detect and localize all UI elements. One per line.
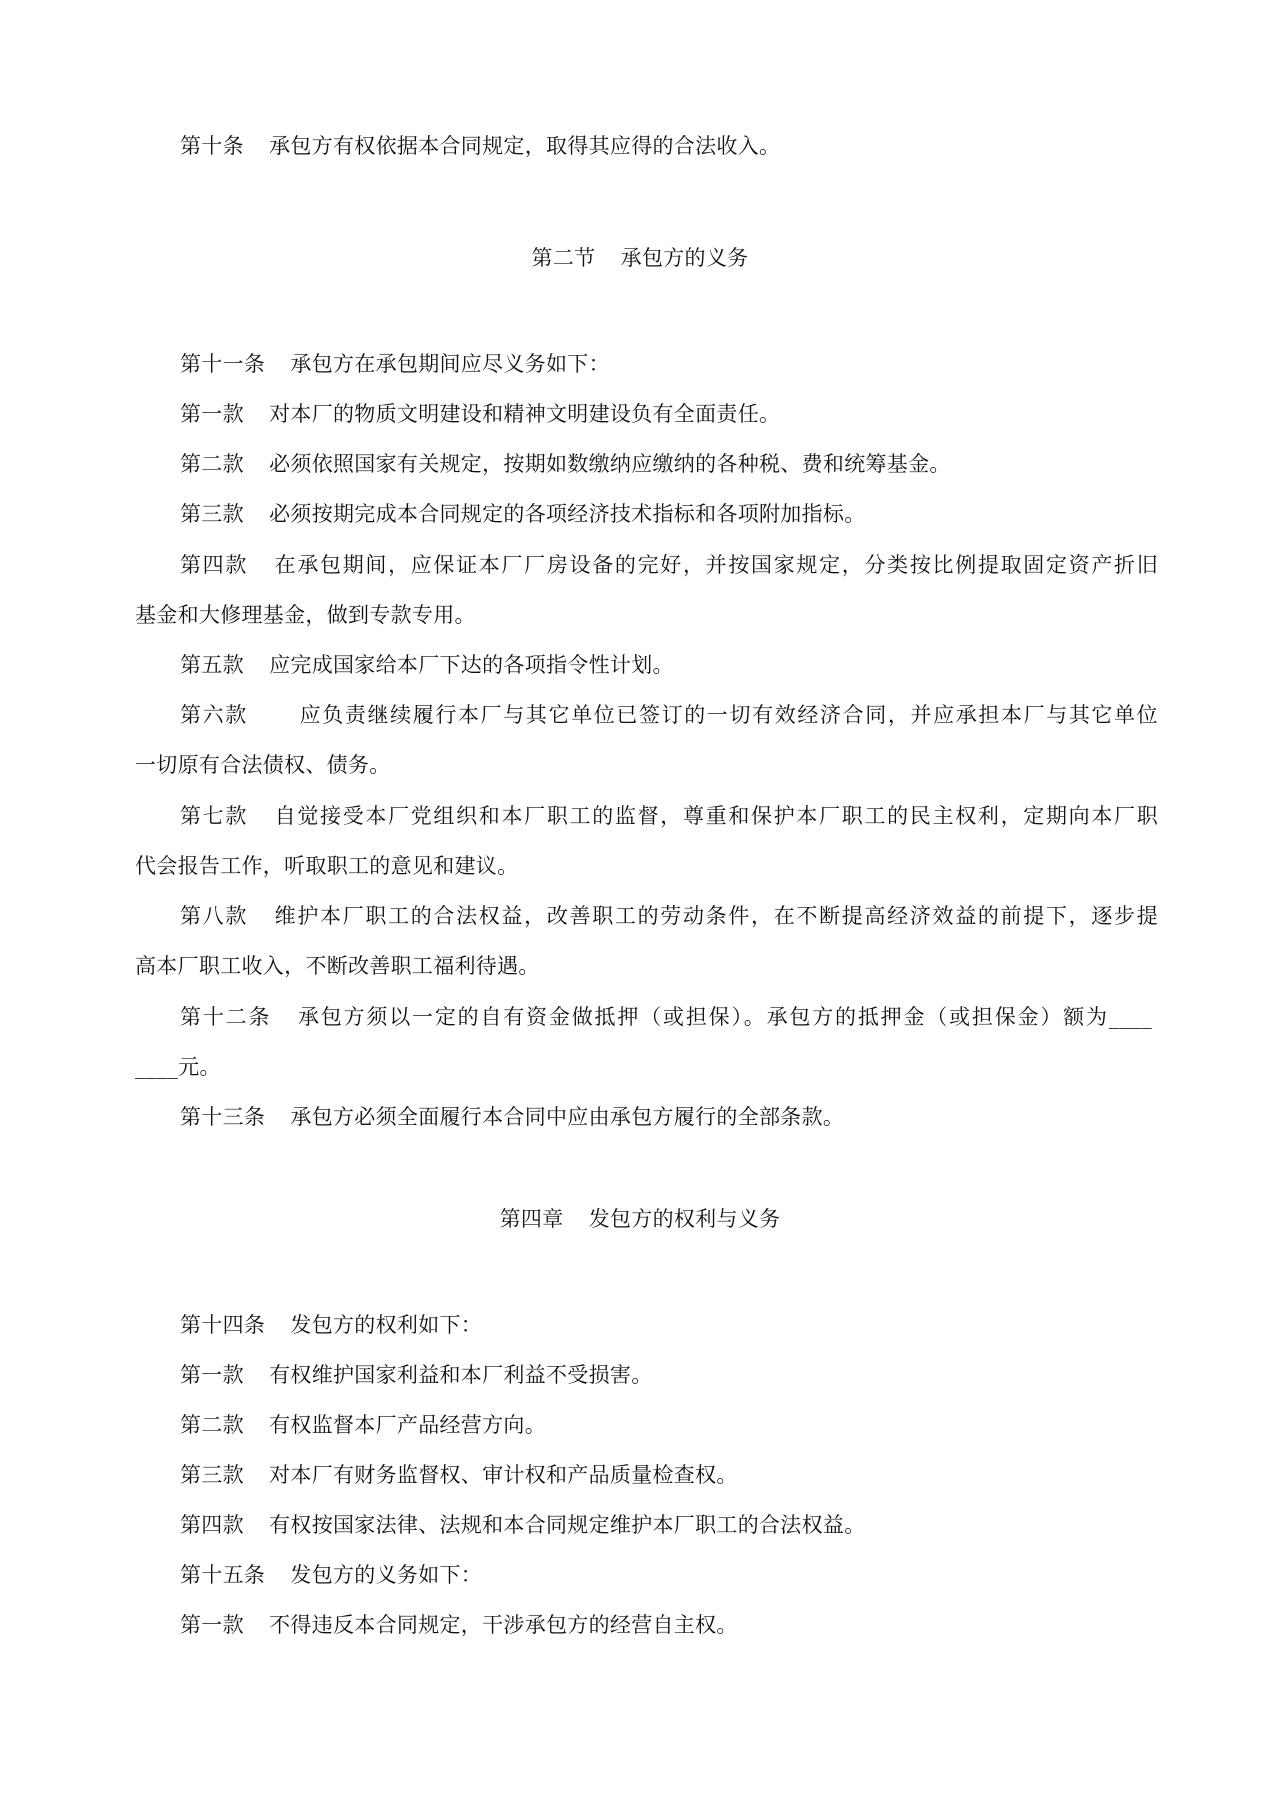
clause-label: 第三款 (180, 502, 244, 526)
article-label: 第十三条 (180, 1105, 266, 1129)
clause-text: 在承包期间，应保证本厂厂房设备的完好，并按国家规定，分类按比例提取固定资产折旧 (273, 553, 1158, 577)
clause-label: 第一款 (180, 402, 244, 426)
article-label: 第十四条 (180, 1313, 266, 1337)
clause-text: 有权按国家法律、法规和本合同规定维护本厂职工的合法权益。 (269, 1513, 866, 1537)
clause-label: 第二款 (180, 1413, 244, 1437)
clause-label: 第二款 (180, 452, 244, 476)
clause-label: 第三款 (180, 1463, 244, 1487)
article-text: 承包方须以一定的自有资金做抵押（或担保）。承包方的抵押金（或担保金）额为____ (296, 1005, 1152, 1029)
section-label: 第二节 (531, 246, 596, 270)
article-text: 承包方在承包期间应尽义务如下： (290, 352, 610, 376)
clause-text: 有权监督本厂产品经营方向。 (269, 1413, 546, 1437)
clause-text: 对本厂有财务监督权、审计权和产品质量检查权。 (269, 1463, 738, 1487)
clause-text: 应负责继续履行本厂与其它单位已签订的一切有效经济合同，并应承担本厂与其它单位 (298, 703, 1158, 727)
clause-4 (180, 551, 1158, 579)
article-12-continuation: ____元。 (135, 1055, 221, 1079)
clause-2 (180, 1411, 546, 1439)
article-12 (180, 1003, 1152, 1031)
clause-label: 第一款 (180, 1363, 244, 1387)
article-15 (180, 1561, 482, 1589)
article-text: 承包方必须全面履行本合同中应由承包方履行的全部条款。 (290, 1105, 845, 1129)
clause-text: 对本厂的物质文明建设和精神文明建设负有全面责任。 (269, 402, 781, 426)
chapter-label: 第四章 (499, 1207, 564, 1231)
clause-1 (180, 1611, 738, 1639)
chapter-title: 发包方的权利与义务 (588, 1207, 781, 1231)
clause-label: 第六款 (180, 703, 248, 727)
clause-2 (180, 450, 951, 478)
clause-label: 第四款 (180, 1513, 244, 1537)
clause-text: 不得违反本合同规定，干涉承包方的经营自主权。 (269, 1613, 738, 1637)
clause-text: 应完成国家给本厂下达的各项指令性计划。 (269, 653, 674, 677)
clause-text: 有权维护国家利益和本厂利益不受损害。 (269, 1363, 653, 1387)
clause-3 (180, 1461, 738, 1489)
clause-3 (180, 500, 866, 528)
clause-text: 维护本厂职工的合法权益，改善职工的劳动条件，在不断提高经济效益的前提下，逐步提 (273, 904, 1158, 928)
clause-8 (180, 902, 1158, 930)
article-13 (180, 1103, 844, 1131)
chapter-heading (0, 1205, 1280, 1233)
clause-5 (180, 651, 674, 679)
article-text: 发包方的义务如下： (290, 1563, 483, 1587)
clause-label: 第八款 (180, 904, 249, 928)
clause-4-continuation: 基金和大修理基金，做到专款专用。 (135, 603, 476, 627)
article-14 (180, 1311, 482, 1339)
clause-text: 必须依照国家有关规定，按期如数缴纳应缴纳的各种税、费和统筹基金。 (269, 452, 951, 476)
clause-label: 第四款 (180, 553, 249, 577)
section-heading (0, 244, 1280, 272)
article-label: 第十五条 (180, 1563, 266, 1587)
clause-text: 必须按期完成本合同规定的各项经济技术指标和各项附加指标。 (269, 502, 866, 526)
clause-label: 第五款 (180, 653, 244, 677)
clause-label: 第一款 (180, 1613, 244, 1637)
article-text: 承包方有权依据本合同规定，取得其应得的合法收入。 (269, 134, 781, 158)
clause-7-continuation: 代会报告工作，听取职工的意见和建议。 (135, 854, 519, 878)
clause-7 (180, 802, 1158, 830)
clause-1 (180, 1361, 653, 1389)
section-title: 承包方的义务 (620, 246, 749, 270)
clause-6-continuation: 一切原有合法债权、债务。 (135, 753, 391, 777)
clause-8-continuation: 高本厂职工收入，不断改善职工福利待遇。 (135, 954, 540, 978)
article-text: 发包方的权利如下： (290, 1313, 483, 1337)
article-11 (180, 350, 610, 378)
clause-label: 第七款 (180, 804, 249, 828)
article-label: 第十二条 (180, 1005, 272, 1029)
article-10 (180, 132, 780, 160)
clause-text: 自觉接受本厂党组织和本厂职工的监督，尊重和保护本厂职工的民主权利，定期向本厂职 (273, 804, 1158, 828)
clause-1 (180, 400, 780, 428)
article-label: 第十条 (180, 134, 244, 158)
clause-4 (180, 1511, 866, 1539)
clause-6 (180, 701, 1158, 729)
article-label: 第十一条 (180, 352, 266, 376)
